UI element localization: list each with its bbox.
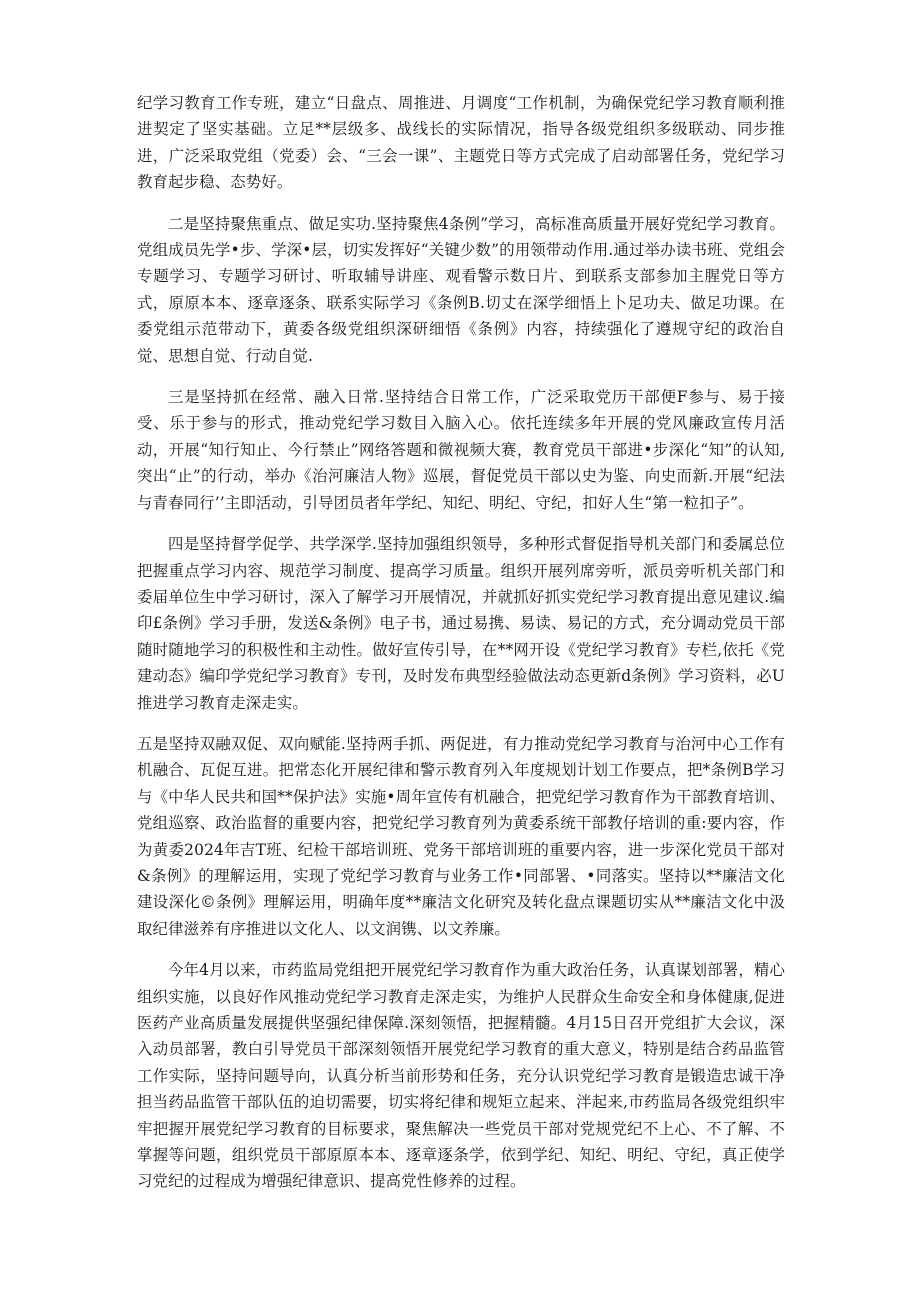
paragraph-point-five: 五是坚持双融双促、双向赋能.坚持两手抓、两促进，有力推动党纪学习教育与治河中心工作有机融合、瓦促互进。把常态化开展纪律和警示教育列入年度规划计划工作要点，把*条例B学习与《中华人民共和国**保护法》实施•周年宣传有机融合，把党纪学习教育作为干部教育培训、党组巡察、政治监督的重要内容，把党纪学习教育列为黄委系统干部教仔培训的重:要内容，作为黄委2024年吉T班、纪检干部培训班、党务干部培训班的重要内容，进一步深化党员干部对&条例》的理解运用，实现了党纪学习教育与业务工作•同部署、•同落实。坚持以**廉洁文化建设深化©条例》理解运用，明确年度**廉洁文化研究及转化盘点课题切实从**廉洁文化中汲取纪律滋养有序推进以文化人、以文润镌、以文养廉。 (137, 734, 785, 938)
paragraph-point-two: 二是坚持聚焦重点、做足实功.坚持聚焦4条例”学习，高标准高质量开展好党纪学习教育。党组成员先学•步、学深•层，切实发挥好“关键少数”的用领带动作用.通过举办读书班、党组会专题学习、专题学习研讨、听取辅导讲座、观看警示数日片、到联系支部参加主腥党日等方式，原原本本、逐章逐条、联系实际学习《条例B.切丈在深学细悟上卜足功夫、做足功课。在委党组示范带动下，黄委各级党组织深研细悟《条例》内容，持续强化了遵规守纪的政治自觉、思想自觉、行动自觉. (137, 214, 785, 365)
document-body (137, 90, 785, 1210)
paragraph-point-three: 三是坚持抓在经常、融入日常.坚持结合日常工作，广泛采取党历干部便F参与、易于接受、乐于参与的形式，推动党纪学习数目入脑入心。依托连续多年开展的党风廉政宣传月活动，开展“知行知止、今行禁止”网络答题和微视频大赛，教育党员干部进•步深化“知”的认知,突出“止”的行动，举办《治河廉洁人物》巡展，督促党员干部以史为鉴、向史而新.开展“纪法与青春同行’’主即活动，引导团员者年学纪、知纪、明纪、守纪，扣好人生“第一粒扣子”。 (137, 388, 785, 512)
paragraph-point-four: 四是坚持督学促学、共学深学.坚持加强组织领导，多种形式督促指导机关部门和委属总位把握重点学习内容、规范学习制度、提高学习质量。组织开展列席旁听，派员旁听机关部门和委届单位生中学习研讨，深入了解学习开展情况，并就抓好抓实党纪学习教育提出意见建议.编印£条例》学习手册，发送&条例》电子书，通过易携、易读、易记的方式，充分调动党员干部随时随地学习的积极性和主动性。做好宣传引导，在**网开设《党纪学习教育》专栏,依托《党建动态》编印学党纪学习教育》专刊，及时发布典型经验做法动态更新d条例》学习资料，必U推进学习教育走深走实。 (137, 535, 785, 712)
paragraph-city-bureau: 今年4月以来，市药监局党组把开展党纪学习教育作为重大政治任务，认真谋划部署，精心组织实施，以良好作风推动党纪学习教育走深走实，为维护人民群众生命安全和身体健康,促进医药产业高质量发展提供坚强纪律保障.深刻领悟，把握精髓。4月15日召开党组扩大会议，深入动员部署，教白引导党员干部深刻领悟开展党纪学习教育的重大意义，特别是结合药品监管工作实际，坚持问题导向，认真分析当前形势和任务，充分认识党纪学习教育是锻造忠诚干净担当药品监管干部队伍的迫切需要，切实将纪律和规矩立起来、泮起来,市药监局各级党组织牢牢把握开展党纪学习教育的目标要求，聚焦解决一些党员干部对党规党纪不上心、不了解、不掌握等问题，组织党员干部原原本本、逐章逐条学，依到学纪、知纪、明纪、守纪，真正使学习党纪的过程成为增强纪律意识、提高党性修养的过程。 (137, 961, 785, 1191)
paragraph-intro-continued: 纪学习教育工作专班，建立“日盘点、周推进、月调度“工作机制，为确保党纪学习教育顺利推进契定了坚实基础。立足**层级多、战线长的实际情况，指导各级党组织多级联动、同步推进，广泛采取党组（党委）会、“三会一课”、主题党日等方式完成了启动部署任务，党纪学习教育起步稳、态势好。 (137, 94, 785, 192)
